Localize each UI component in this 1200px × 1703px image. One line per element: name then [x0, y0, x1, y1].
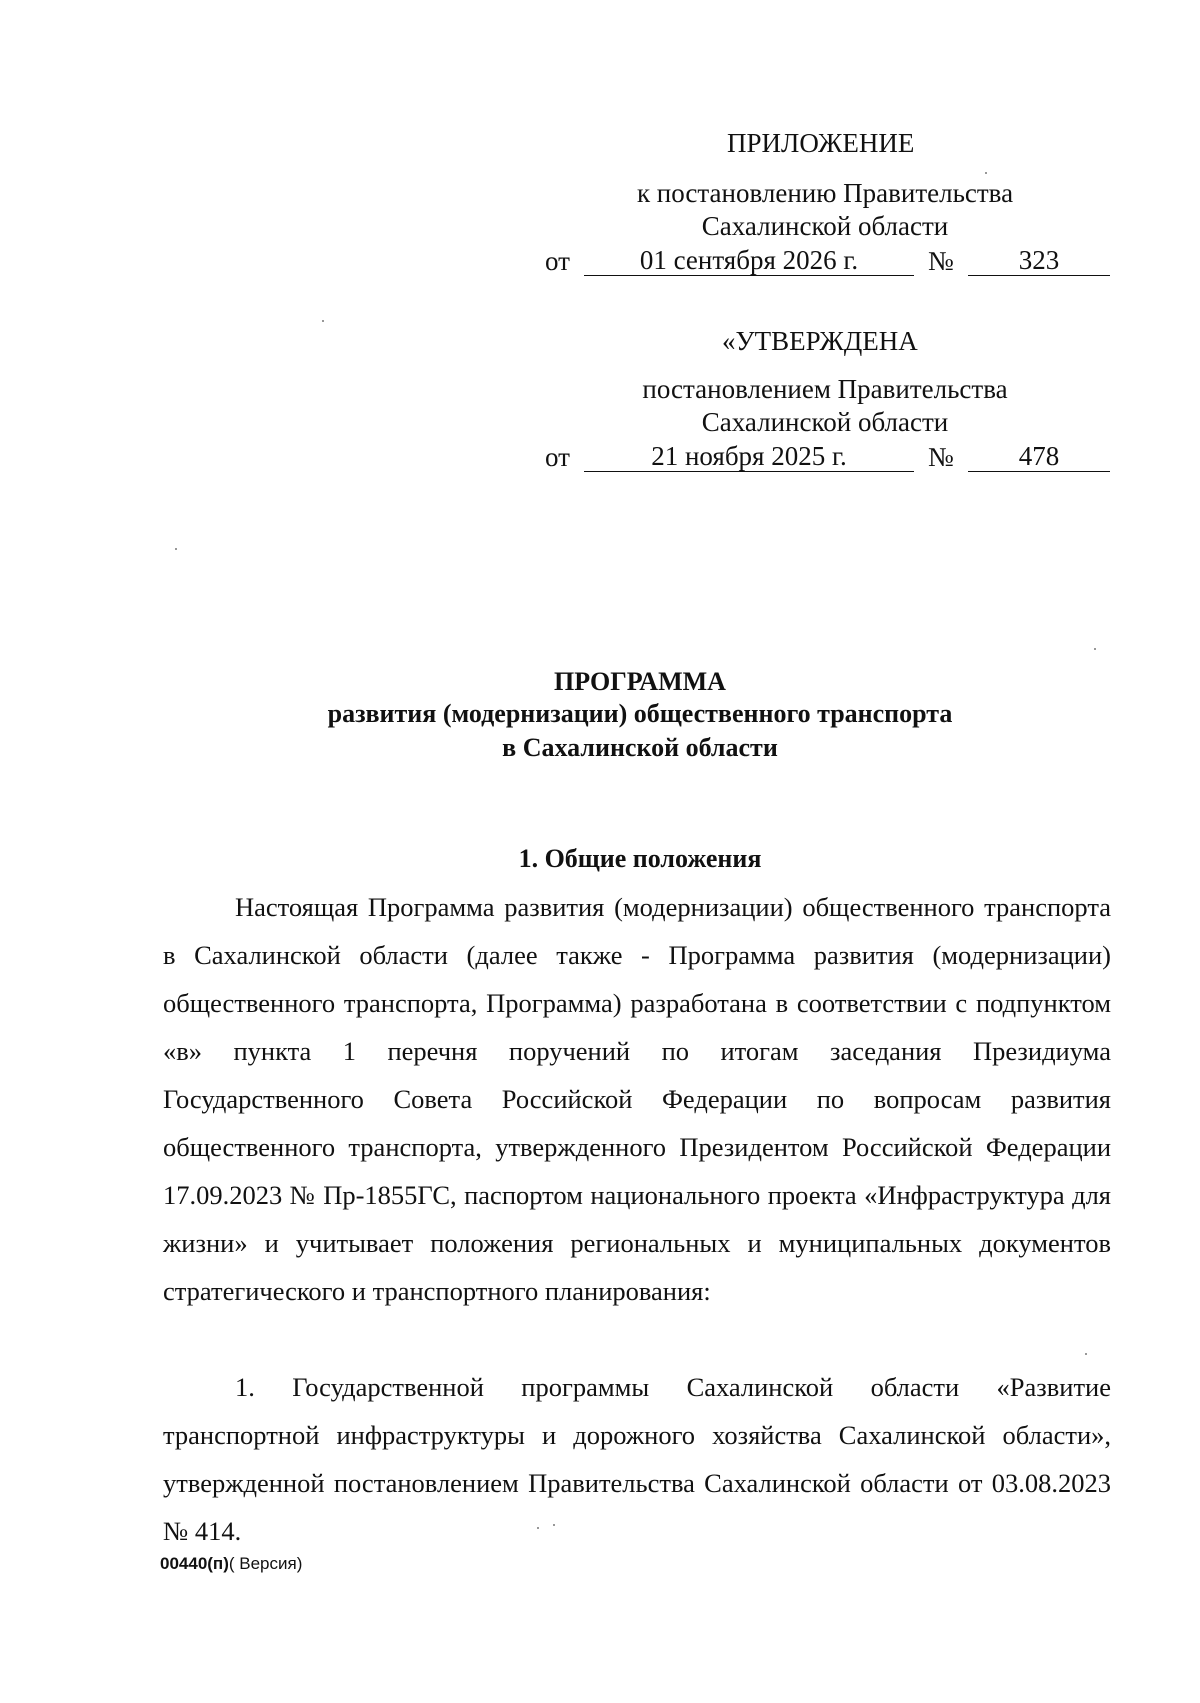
section-heading: 1. Общие положения [518, 844, 762, 873]
section-paragraph-1: Настоящая Программа развития (модернизации) общественного транспорта в Сахалинской области (далее также - Программа развития (модернизации) общественного транспорта, Программа) разработана в соответствии с подпунктом «в» пункта 1 перечня поручений по итогам заседания Президиума Государственного Совета Российской Федерации по вопросам развития общественного транспорта, утвержденного Президентом Российской Федерации 17.09.2023 № Пр-1855ГС, паспортом национального проекта «Инфраструктура для жизни» и учитывает положения региональных и муниципальных документов стратегического и транспортного планирования: [163, 892, 1111, 1306]
document-footer [160, 1554, 302, 1574]
scan-speck [985, 172, 987, 174]
scan-speck [1094, 648, 1096, 650]
program-subtitle-2: в Сахалинской области [502, 733, 778, 762]
approved-line2: Сахалинской области [701, 407, 949, 437]
appendix-date: 01 сентября 2026 г. [584, 245, 914, 276]
approved-date: 21 ноября 2025 г. [584, 441, 914, 472]
scan-speck [553, 1524, 555, 1526]
scan-speck [322, 320, 324, 322]
appendix-title: ПРИЛОЖЕНИЕ [727, 128, 915, 158]
approved-line1: постановлением Правительства [642, 374, 1008, 404]
approved-number: 478 [968, 441, 1110, 472]
program-title: ПРОГРАММА [554, 667, 726, 696]
approved-number-label: № [928, 442, 954, 472]
approved-title: «УТВЕРЖДЕНА [722, 326, 918, 356]
appendix-number-label: № [928, 246, 954, 276]
program-subtitle-1: развития (модернизации) общественного транспорта [327, 699, 953, 728]
footer-code: 00440(п) [160, 1554, 229, 1573]
scan-speck [1085, 1353, 1087, 1355]
appendix-from-label: от [545, 246, 570, 276]
appendix-number: 323 [968, 245, 1110, 276]
scan-speck [175, 548, 177, 550]
section-list-item-1: 1. Государственной программы Сахалинской области «Развитие транспортной инфраструктуры и дорожного хозяйства Сахалинской области», утвержденной постановлением Правительства Сахалинской области от 03.08.2023 № 414. [163, 1372, 1111, 1546]
footer-version: ( Версия) [228, 1554, 303, 1573]
appendix-line1: к постановлению Правительства [636, 178, 1014, 208]
appendix-line2: Сахалинской области [701, 211, 949, 241]
approved-from-label: от [545, 442, 570, 472]
scan-speck [537, 1527, 539, 1529]
